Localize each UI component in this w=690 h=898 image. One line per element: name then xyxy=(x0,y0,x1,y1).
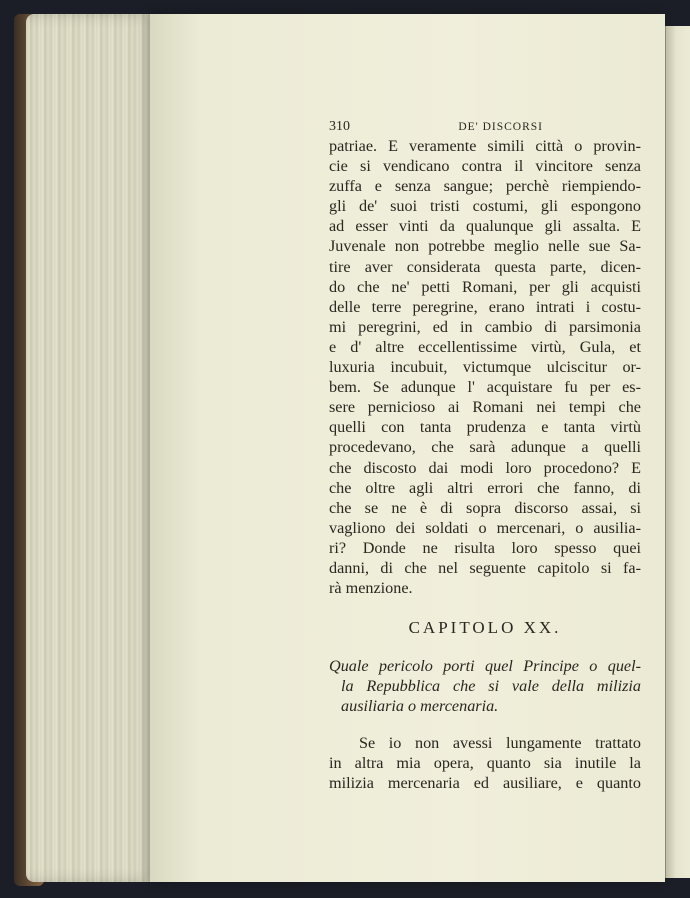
text-line: danni, di che nel seguente capitolo si fa- xyxy=(329,558,641,577)
text-line: zuffa e senza sangue; perchè riempiendo- xyxy=(329,177,641,196)
heading-line: Quale pericolo porti quel Principe o quel- xyxy=(329,657,641,676)
text-line: patriae. E veramente simili città o provin- xyxy=(329,137,641,155)
text-line: che se ne è di sopra discorso assai, si xyxy=(329,498,641,517)
text-line: ri? Donde ne risulta loro spesso quei xyxy=(329,538,641,557)
text-line: Juvenale non potrebbe meglio nelle sue Sa- xyxy=(329,237,641,256)
page-header xyxy=(329,118,641,136)
heading-line: ausiliaria o mercenaria. xyxy=(341,697,499,716)
text-line: sere pernicioso ai Romani nei tempi che xyxy=(329,398,641,417)
text-line: procedevano, che sarà adunque a quelli xyxy=(329,438,641,457)
text-line: vagliono dei soldati o mercenari, o ausilia- xyxy=(329,518,641,537)
text-line: do che ne' petti Romani, per gli acquisti xyxy=(329,277,641,296)
chapter-title: CAPITOLO XX. xyxy=(408,618,562,638)
text-line: in altra mia opera, quanto sia inutile la xyxy=(329,753,641,772)
chapter-paragraph xyxy=(329,733,641,793)
text-line: luxuria incubuit, victumque ulciscitur or- xyxy=(329,358,641,377)
text-line: tire aver considerata questa parte, dicen- xyxy=(329,257,641,276)
heading-line: la Repubblica che si vale della milizia xyxy=(341,677,641,696)
text-line: gli de' suoi tristi costumi, gli espongono xyxy=(329,197,641,216)
body-text xyxy=(329,136,641,598)
text-line: milizia mercenaria ed ausiliare, e quanto xyxy=(329,773,641,792)
text-line: quelli con tanta prudenza e tanta virtù xyxy=(329,418,641,437)
text-line: e d' altre eccellentissime virtù, Gula, et xyxy=(329,337,641,356)
text-line: che discosto dai modi loro procedono? E xyxy=(329,458,641,477)
text-line: delle terre peregrine, erano intrati i costu- xyxy=(329,297,641,316)
next-page-edge xyxy=(665,26,690,878)
text-line: mi peregrini, ed in cambio di parsimonia xyxy=(329,317,641,336)
page-text-block xyxy=(329,118,641,793)
running-title: DE' DISCORSI xyxy=(458,121,543,133)
text-line: rà menzione. xyxy=(329,579,413,598)
text-line: che oltre agli altri errori che fanno, di xyxy=(329,478,641,497)
text-line: bem. Se adunque l' acquistare fu per es- xyxy=(329,378,641,397)
text-line: cie si vendicano contra il vincitore senza xyxy=(329,157,641,176)
text-line: Se io non avessi lungamente trattato xyxy=(359,733,641,752)
chapter-heading xyxy=(329,656,641,716)
text-line: ad esser vinti da qualunque gli assalta. E xyxy=(329,217,641,236)
page-number: 310 xyxy=(329,119,350,134)
